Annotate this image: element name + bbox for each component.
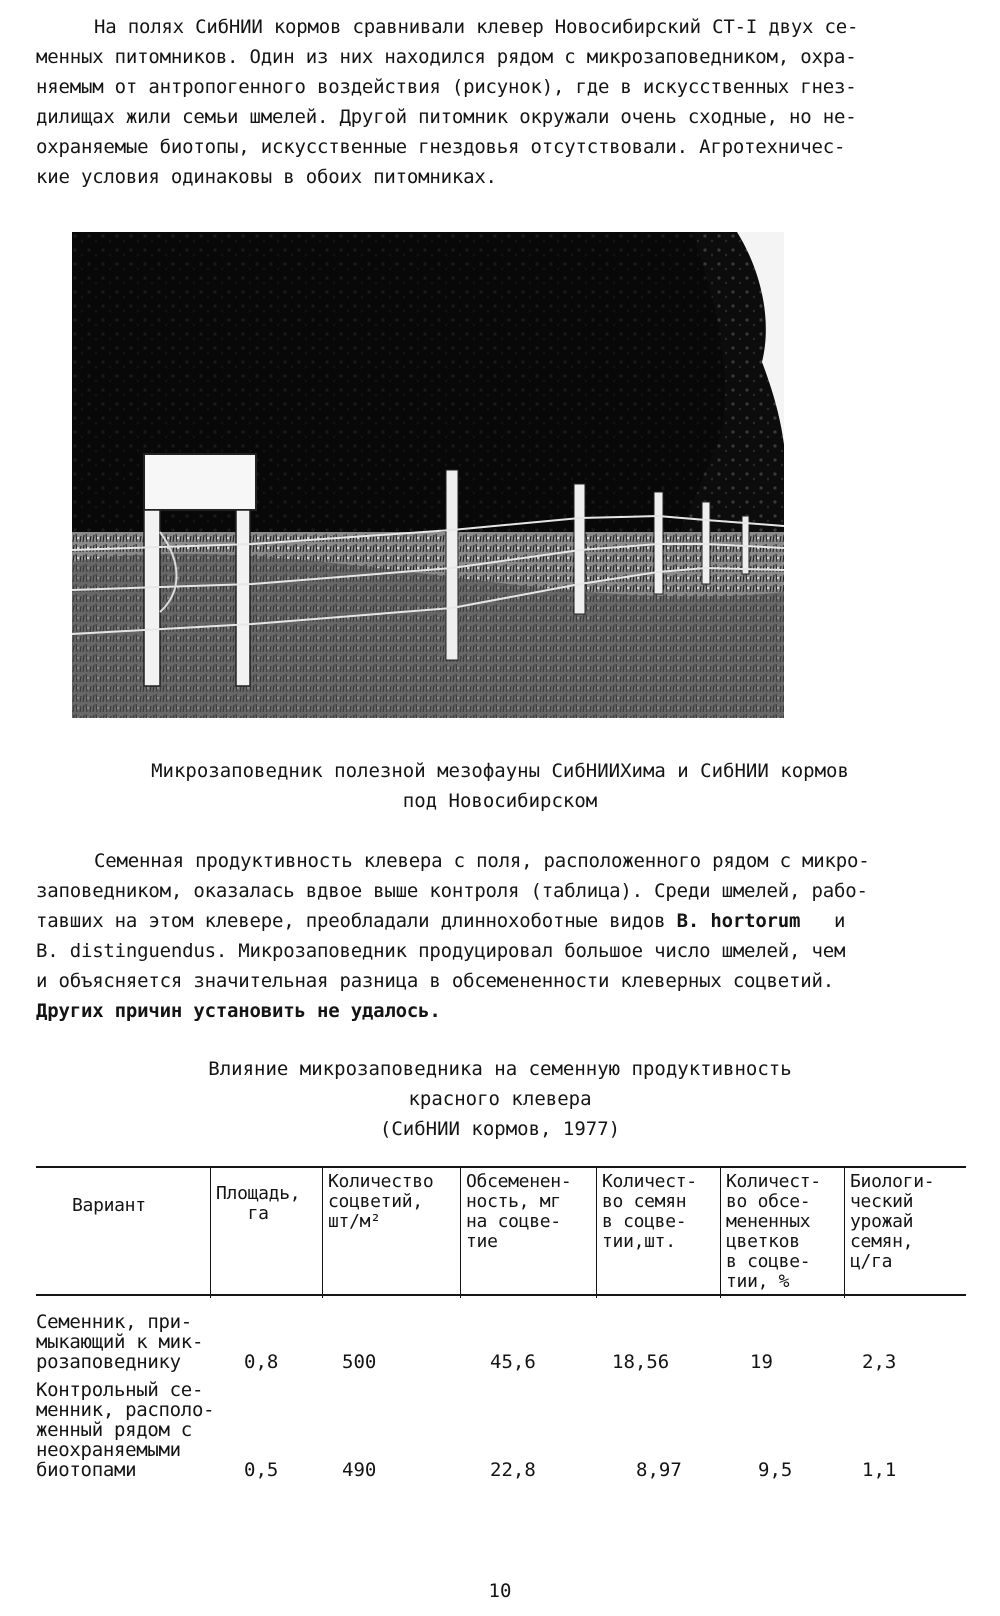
figure-caption: [0, 756, 1000, 816]
table-cell: 0,5: [244, 1459, 279, 1481]
column-divider: [322, 1166, 323, 1298]
table-header-rule: [36, 1294, 966, 1296]
column-divider: [596, 1166, 597, 1298]
table-cell: 2,3: [862, 1351, 897, 1373]
results-paragraph: [36, 846, 966, 1026]
header-variant: Вариант: [72, 1195, 146, 1216]
table-cell: 0,8: [244, 1351, 279, 1373]
intro-line: На полях СибНИИ кормов сравнивали клевер Новосибирский СТ-I двух се-: [94, 16, 859, 38]
microreserve-photo: [72, 232, 784, 718]
header-seed-yield: Биологи- ческий урожай семян, ц/га: [850, 1171, 935, 1272]
results-line: [36, 906, 966, 936]
header-seed-count: Количест- во семян в соцве- тии,шт.: [602, 1171, 697, 1252]
table-cell: 500: [342, 1351, 377, 1373]
column-divider: [460, 1166, 461, 1298]
caption-line: под Новосибирском: [402, 790, 598, 812]
page-number: 10: [488, 1580, 512, 1602]
results-line: и объясняется значительная разница в обсемененности клеверных соцветий.: [36, 970, 834, 992]
row-variant-near-reserve: Семенник, при- мыкающий к мик- розаповеднику: [36, 1311, 204, 1373]
table-cell: 8,97: [636, 1459, 682, 1481]
column-divider: [210, 1166, 211, 1298]
fence-photo-drawing: [72, 232, 784, 718]
table-cell: 9,5: [758, 1459, 793, 1481]
results-line: Семенная продуктивность клевера с поля, расположенного рядом с микро-: [94, 850, 870, 872]
caption-line: Микрозаповедник полезной мезофауны СибНИИХима и СибНИИ кормов: [151, 760, 849, 782]
table-title-line: (СибНИИ кормов, 1977): [379, 1118, 621, 1140]
table-top-rule: [36, 1166, 966, 1168]
table-cell: 19: [750, 1351, 773, 1373]
header-seeded-flowers-pct: Количест- во обсе- мененных цветков в соцве- тии, %: [726, 1171, 821, 1292]
table-title: [0, 1054, 1000, 1144]
column-divider: [720, 1166, 721, 1298]
table-cell: 490: [342, 1459, 377, 1481]
table-title-line: Влияние микрозаповедника на семенную продуктивность: [208, 1058, 792, 1080]
intro-line: менных питомников. Один из них находился рядом с микрозаповедником, охра-: [36, 46, 857, 68]
header-inflorescence-count: Количество соцветий, шт/м²: [328, 1171, 434, 1232]
row-variant-control: Контрольный се- менник, располо- женный рядом с неохраняемыми биотопами: [36, 1379, 215, 1481]
table-cell: 22,8: [490, 1459, 536, 1481]
seed-productivity-table: [36, 1171, 966, 1530]
table-title-line: красного клевера: [408, 1088, 592, 1110]
results-line: заповедником, оказалась вдвое выше контроля (таблица). Среди шмелей, рабо-: [36, 880, 868, 902]
species-conjunction: и: [834, 910, 846, 932]
table-cell: 1,1: [862, 1459, 897, 1481]
results-line: Других причин установить не удалось.: [36, 1000, 441, 1022]
intro-paragraph: [36, 12, 966, 192]
results-line: B. distinguendus. Микрозаповедник продуцировал большое число шмелей, чем: [36, 940, 846, 962]
species-name: B. hortorum: [676, 910, 801, 932]
column-divider: [844, 1166, 845, 1298]
table-cell: 18,56: [612, 1351, 670, 1373]
header-seed-set-mg: Обсеменен- ность, мг на соцве- тие: [466, 1171, 572, 1252]
results-line-text: тавших на этом клевере, преобладали длиннохоботные видов: [36, 910, 666, 932]
intro-line: дилищах жили семьи шмелей. Другой питомник окружали очень сходные, но не-: [36, 106, 857, 128]
intro-line: няемым от антропогенного воздействия (рисунок), где в искусственных гнез-: [36, 76, 857, 98]
header-area: Площадь, га: [216, 1183, 301, 1224]
table-cell: 45,6: [490, 1351, 536, 1373]
intro-line: охраняемые биотопы, искусственные гнездовья отсутствовали. Агротехничес-: [36, 136, 846, 158]
intro-line: кие условия одинаковы в обоих питомниках.: [36, 166, 497, 188]
